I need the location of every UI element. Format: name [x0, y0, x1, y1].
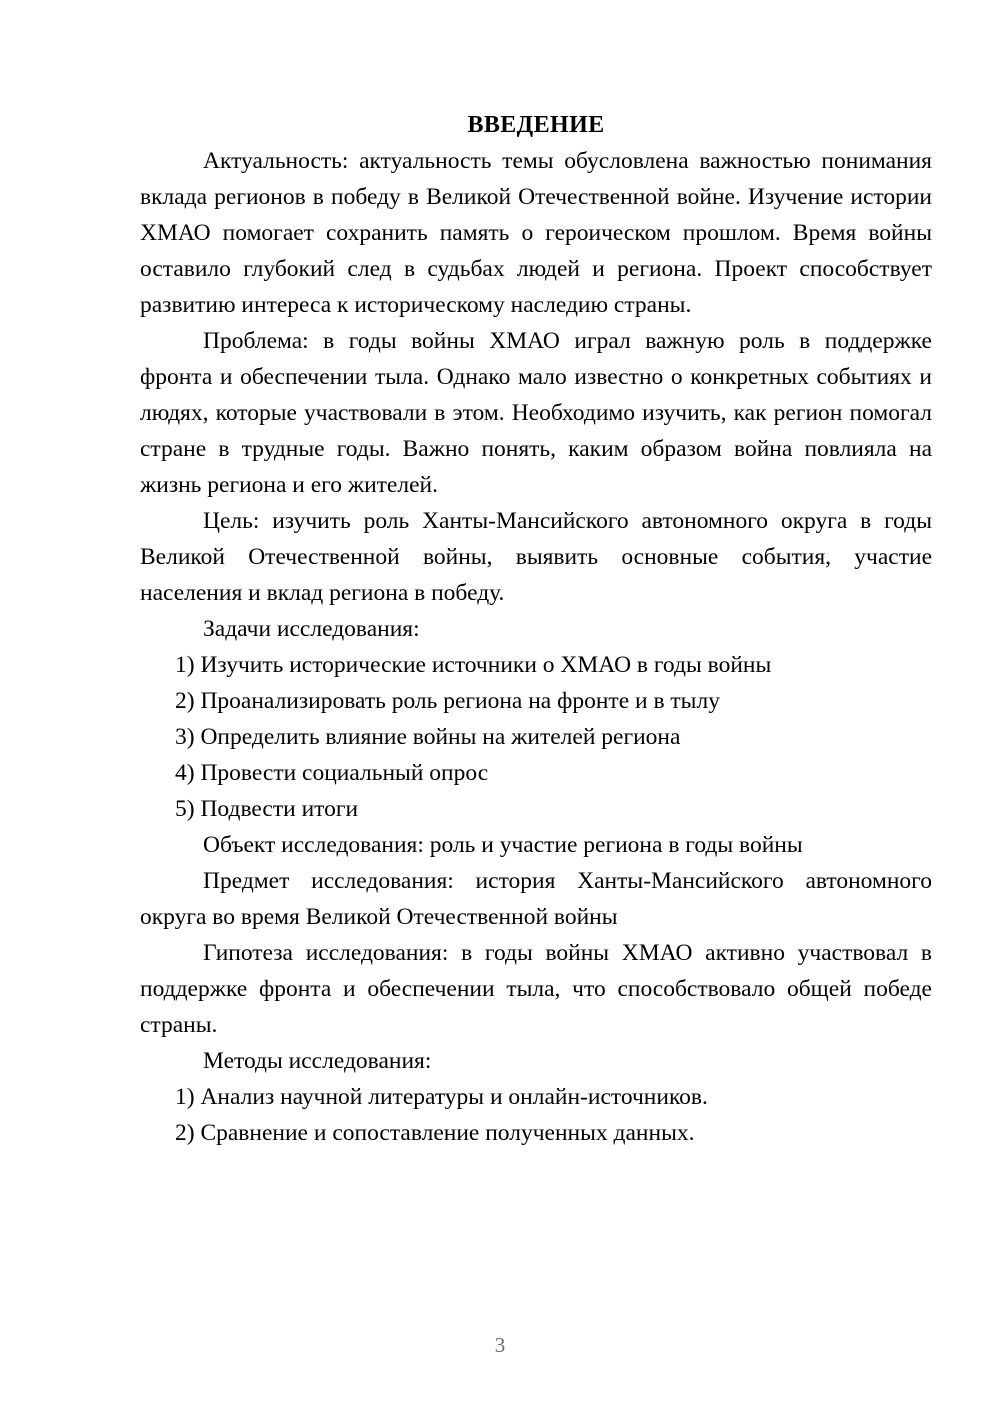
list-item: 3) Определить влияние войны на жителей региона: [175, 724, 681, 750]
paragraph-problem: Проблема: в годы войны ХМАО играл важную роль в поддержке фронта и обеспечении тыла. Однако мало известно о конкретных событиях и людях, которые участвовали в этом. Необходимо изучить, как регион помогал стране в трудные годы. Важно понять, каким образом война повлияла на жизнь региона и его жителей.: [140, 328, 932, 498]
list-item: 5) Подвести итоги: [175, 796, 359, 822]
paragraph-tasks-label: Задачи исследования:: [203, 616, 420, 642]
paragraph-relevance: Актуальность: актуальность темы обусловлена важностью понимания вклада регионов в победу в Великой Отечественной войне. Изучение истории ХМАО помогает сохранить память о героическом прошлом. Время войны оставило глубокий след в судьбах людей и региона. Проект способствует развитию интереса к историческому наследию страны.: [140, 148, 932, 318]
list-item: 4) Провести социальный опрос: [175, 760, 489, 786]
paragraph-methods-label: Методы исследования:: [203, 1048, 432, 1074]
list-item: 2) Сравнение и сопоставление полученных данных.: [175, 1120, 695, 1146]
paragraph-goal: Цель: изучить роль Ханты-Мансийского автономного округа в годы Великой Отечественной войны, выявить основные события, участие населения и вклад региона в победу.: [140, 508, 932, 606]
paragraph-subject: Предмет исследования: история Ханты-Мансийского автономного округа во время Великой Отечественной войны: [140, 868, 932, 930]
document-body: [140, 143, 932, 1151]
list-item: 1) Анализ научной литературы и онлайн-источников.: [175, 1084, 708, 1110]
paragraph-hypothesis: Гипотеза исследования: в годы войны ХМАО активно участвовал в поддержке фронта и обеспечении тыла, что способствовало общей победе страны.: [140, 940, 932, 1038]
paragraph-object: Объект исследования: роль и участие региона в годы войны: [203, 832, 803, 858]
list-item: 2) Проанализировать роль региона на фронте и в тылу: [175, 688, 720, 714]
page-number: 3: [494, 1333, 506, 1357]
page-title: ВВЕДЕНИЕ: [467, 112, 605, 139]
list-item: 1) Изучить исторические источники о ХМАО в годы войны: [175, 652, 772, 678]
